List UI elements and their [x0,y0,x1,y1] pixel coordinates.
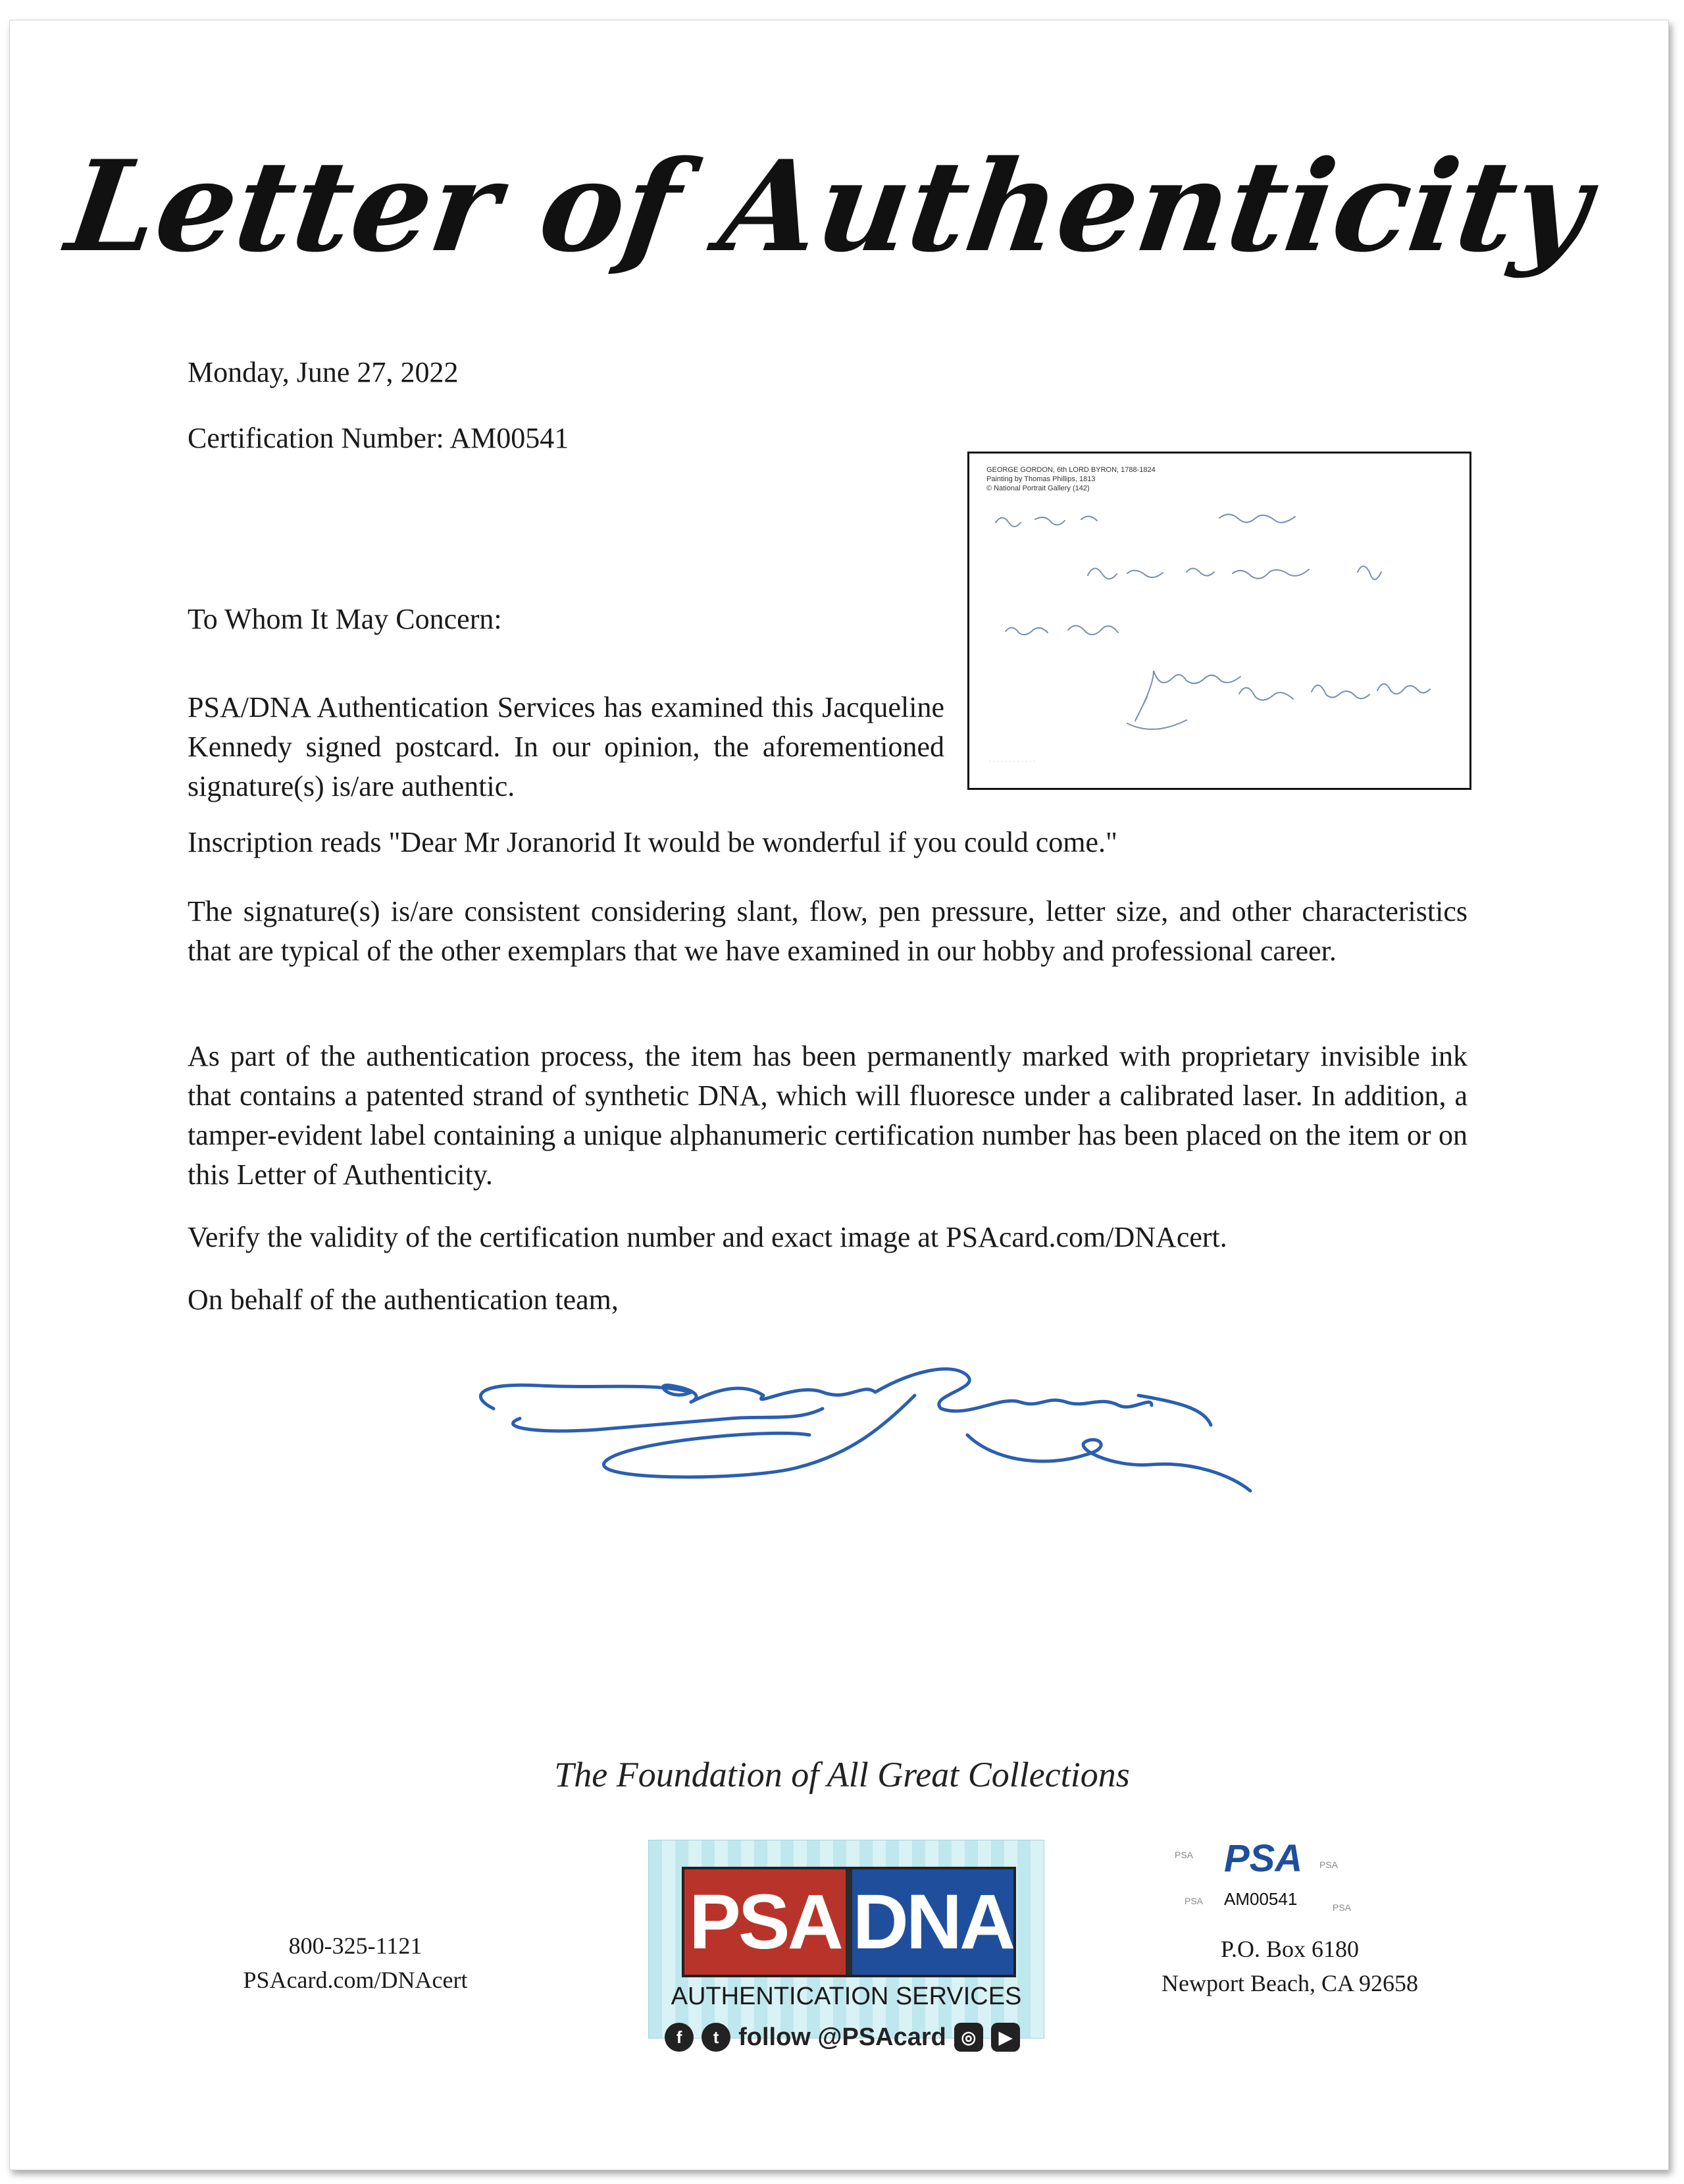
postcard-image [967,452,1471,790]
social-follow-row [632,2014,1053,2060]
contact-left [217,1929,494,1997]
follow-handle[interactable]: follow @PSAcard [738,2023,946,2051]
hologram-pattern: PSA [1175,1850,1194,1860]
hologram-pattern: PSA [1185,1896,1204,1906]
svg-text:· · · · · · · · · · · ·: · · · · · · · · · · · · [989,758,1036,765]
po-box: P.O. Box 6180 [1220,1936,1360,1962]
website-link[interactable]: PSAcard.com/DNAcert [243,1967,468,1993]
authenticator-signature [454,1356,1283,1507]
letter-date: Monday, June 27, 2022 [188,356,459,388]
psa-dna-mark [682,1867,1016,1977]
paragraph-verify: Verify the validity of the certification number and exact image at PSAcard.com/DNAcert. [188,1221,1227,1253]
hologram-cert-number: AM00541 [1224,1889,1298,1909]
hologram-pattern: PSA [1319,1859,1339,1870]
phone-number: 800-325-1121 [288,1933,422,1959]
letter-title [59,112,1599,309]
certification-number: Certification Number: AM00541 [188,422,569,454]
paragraph-consistency: The signature(s) is/are consistent considering slant, flow, pen pressure, letter size, and other characteristics that are typical of the other exemplars that we have examined in our hobby and professional career. [188,895,1467,967]
youtube-icon[interactable]: ▶ [991,2023,1020,2052]
paragraph-inscription: Inscription reads "Dear Mr Joranorid It would be wonderful if you could come." [188,826,1117,858]
authentication-services-label: AUTHENTICATION SERVICES [671,1983,1022,2010]
hologram-pattern: PSA [1333,1902,1352,1913]
psa-hologram-label [1155,1823,1372,1938]
tagline: The Foundation of All Great Collections [554,1755,1130,1794]
postcard-handwriting [969,454,1469,788]
hologram-brand: PSA [1224,1837,1303,1880]
postcard-caption-line: © National Portrait Gallery (142) [986,484,1090,492]
letter-title-text: Letter of Authenticity [59,133,1599,280]
paragraph-closing: On behalf of the authentication team, [188,1284,619,1316]
paragraph-process: As part of the authentication process, the item has been permanently marked with proprietary invisible ink that contains a patented strand of synthetic DNA, which will fluoresce under a calibrated laser. In addition, a tamper-evident label containing a unique alphanumeric certification number has been placed on the item or on this Letter of Authenticity. [188,1040,1467,1191]
city-address: Newport Beach, CA 92658 [1161,1970,1418,1996]
dna-wordmark: DNA [852,1869,1013,1975]
greeting: To Whom It May Concern: [188,603,502,635]
psa-dna-logo [648,1840,1044,2039]
facebook-icon[interactable]: f [665,2023,694,2052]
instagram-icon[interactable]: ◎ [954,2023,983,2052]
postcard-caption-line: Painting by Thomas Phillips, 1813 [986,475,1096,483]
twitter-icon[interactable]: t [702,2023,730,2052]
contact-right [1119,1932,1461,2000]
psa-wordmark: PSA [684,1869,846,1975]
paragraph-examination: PSA/DNA Authentication Services has examined this Jacqueline Kennedy signed postcard. In our opinion, the aforementioned signature(s) is/are authentic. [188,691,944,802]
postcard-caption-line: GEORGE GORDON, 6th LORD BYRON, 1788-1824 [986,466,1156,474]
